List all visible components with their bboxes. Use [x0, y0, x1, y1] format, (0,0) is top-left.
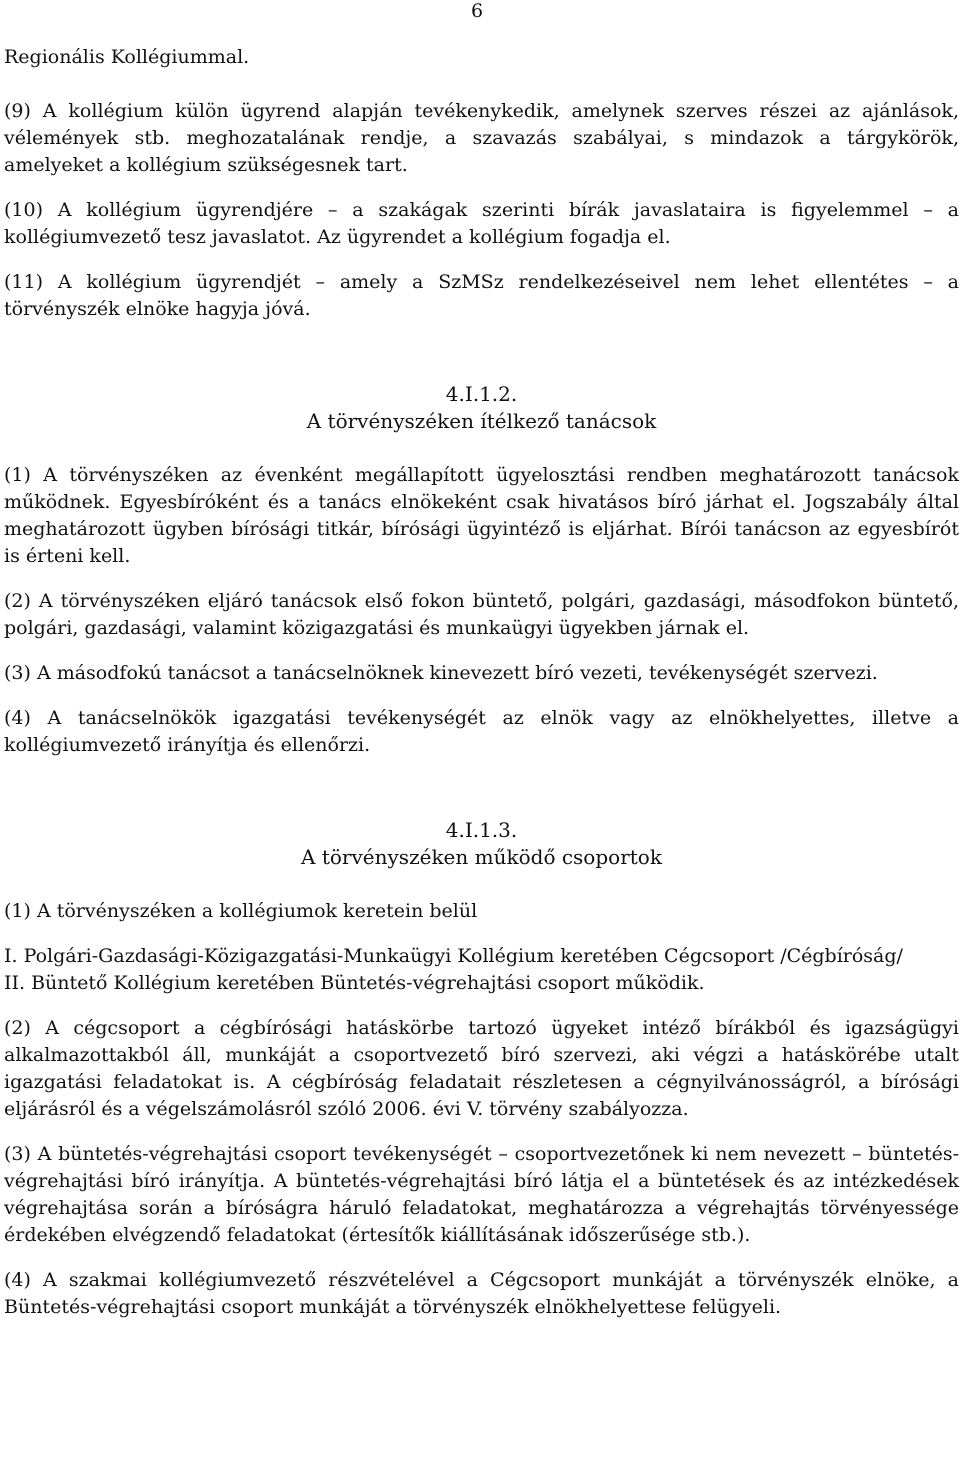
- paragraph-9: (9) A kollégium külön ügyrend alapján tevékenykedik, amelynek szerves részei az ajánlások, vélemények stb. meghozatalának rendje, a szavazás szabályai, s mindazok a tárgykörök, amelyeket a kollégium szükségesnek tart.: [4, 100, 959, 176]
- paragraph: (1) A törvényszéken az évenként megállapított ügyelosztási rendben meghatározott tanácsok működnek. Egyesbíróként és a tanács elnökeként csak hivatásos bíró járhat el. Jogszabály által meghatározott ügyben bírósági titkár, bírósági ügyintéző is eljárhat. Bírói tanácson az egyesbírót is érteni kell.: [4, 464, 959, 567]
- paragraph: (3) A másodfokú tanácsot a tanácselnöknek kinevezett bíró vezeti, tevékenységét szervezi.: [4, 662, 878, 684]
- section-number: 4.I.1.3.: [445, 818, 518, 842]
- list-item: I. Polgári-Gazdasági-Közigazgatási-Munkaügyi Kollégium keretében Cégcsoport /Cégbíróság/: [4, 945, 903, 967]
- paragraph-continuation: Regionális Kollégiummal.: [4, 46, 250, 68]
- paragraph-10: (10) A kollégium ügyrendjére – a szakágak szerinti bírák javaslataira is figyelemmel – a kollégiumvezető tesz javaslatot. Az ügyrendet a kollégium fogadja el.: [4, 199, 959, 248]
- section-title: A törvényszéken működő csoportok: [301, 845, 662, 869]
- paragraph: (3) A büntetés-végrehajtási csoport tevékenységét – csoportvezetőnek ki nem nevezett – büntetés-végrehajtási bíró irányítja. A büntetés-végrehajtási bíró látja el a büntetések és az intézkedések végrehajtása során a bíróságra háruló feladatokat, meghatározza a végrehajtás törvényessége érdekében elvégzendő feladatokat (értesítők kiállításának időszerűsége stb.).: [4, 1143, 959, 1246]
- paragraph-11: (11) A kollégium ügyrendjét – amely a SzMSz rendelkezéseivel nem lehet ellentétes – a törvényszék elnöke hagyja jóvá.: [4, 271, 959, 320]
- paragraph: (4) A tanácselnökök igazgatási tevékenységét az elnök vagy az elnökhelyettes, illetve a kollégiumvezető irányítja és ellenőrzi.: [4, 707, 959, 756]
- document-body: [4, 44, 959, 1321]
- page-number: 6: [471, 0, 484, 22]
- list-item: II. Büntető Kollégium keretében Büntetés-végrehajtási csoport működik.: [4, 972, 705, 994]
- paragraph: (2) A törvényszéken eljáró tanácsok első fokon büntető, polgári, gazdasági, másodfokon büntető, polgári, gazdasági, valamint közigazgatási és munkaügyi ügyekben járnak el.: [4, 590, 959, 639]
- paragraph-intro: (1) A törvényszéken a kollégiumok keretein belül: [4, 900, 478, 922]
- paragraph: (4) A szakmai kollégiumvezető részvételével a Cégcsoport munkáját a törvényszék elnöke, a Büntetés-végrehajtási csoport munkáját a törvényszék elnökhelyettese felügyeli.: [4, 1269, 959, 1318]
- section-number: 4.I.1.2.: [445, 382, 518, 406]
- section-title: A törvényszéken ítélkező tanácsok: [306, 409, 657, 433]
- paragraph: (2) A cégcsoport a cégbírósági hatáskörbe tartozó ügyeket intéző bírákból és igazságügyi alkalmazottakból áll, munkáját a csoportvezető bíró szervezi, aki végzi a hatáskörébe utalt igazgatási feladatokat is. A cégbíróság feladatait részletesen a cégnyilvánosságról, a bírósági eljárásról és a végelszámolásról szóló 2006. évi V. törvény szabályozza.: [4, 1017, 959, 1120]
